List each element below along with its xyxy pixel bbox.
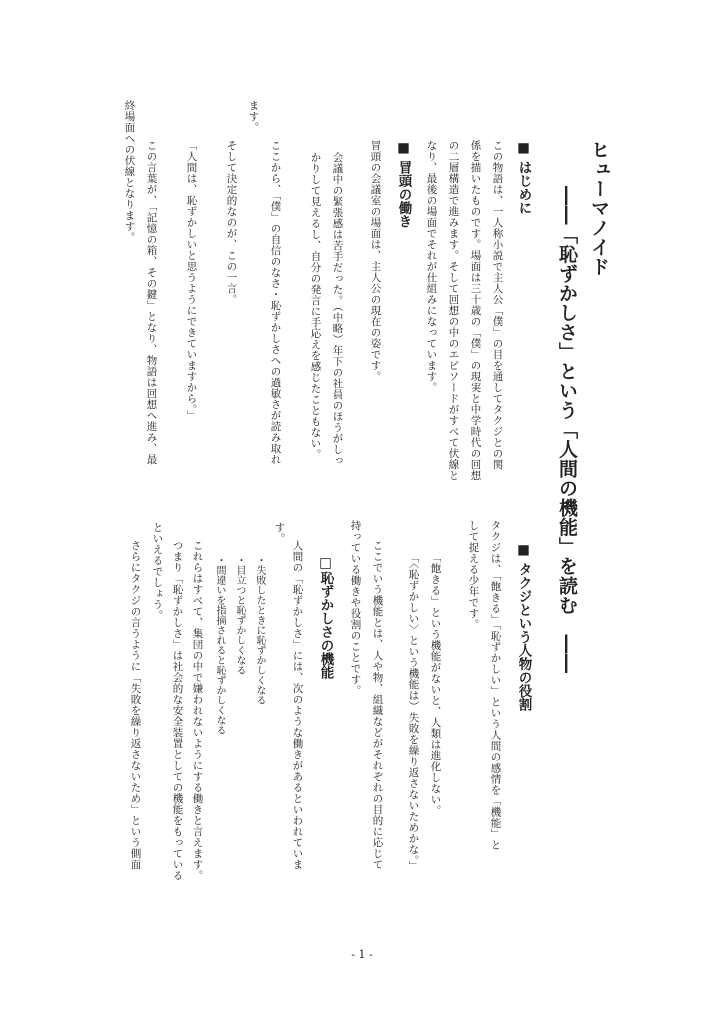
- section-heading-shame-function: □恥ずかしさの機能: [317, 555, 334, 679]
- paragraph-line: といえるでしょう。: [151, 522, 164, 621]
- paragraph-line: 冒頭の会議室の場面は、主人公の現在の姿です。: [369, 140, 382, 382]
- section-heading-intro: ■ はじめに: [515, 140, 532, 215]
- paragraph-line: そして決定的なのが、この一言。: [225, 140, 238, 305]
- paragraph-line: この言葉が、「記憶の箱、その鍵」となり、物語は回想へ進み、最: [145, 140, 158, 465]
- quote-line: 「飽きる」という機能がないと、人類は進化しない。: [429, 552, 442, 816]
- paragraph-line: ここから、「僕」の自信のなさ・恥ずかしさへの過敏さが読み取れ: [269, 140, 282, 465]
- paragraph-line: ます。: [247, 100, 260, 133]
- paragraph-line: この物語は、一人称小説で主人公「僕」の目を通してタクジとの関: [491, 140, 504, 470]
- paragraph-line: 終場面への伏線となります。: [123, 100, 136, 243]
- quote-line: 「〈恥ずかしい〉という機能は）失敗を繰り返さないためかな。」: [407, 552, 420, 872]
- paragraph-line: これらはすべて、集団の中で嫌われないようにする働きと言えます。: [191, 540, 204, 881]
- document-subtitle: ――「恥ずかしさ」という「人間の機能」を読む ――: [556, 186, 578, 674]
- bullet-item: ・間違いを指摘されると恥ずかしくなる: [214, 555, 225, 735]
- paragraph-line: タクジは、「飽きる」「恥ずかしい」という人間の感情を「機能」と: [489, 520, 502, 851]
- quote-line: かりして見えるし、自分の発言に手応えを感じたこともない。: [309, 152, 322, 460]
- section-heading-takuji-role: ■ タクジという人物の役割: [515, 542, 532, 712]
- paragraph-line: つまり「恥ずかしさ」は社会的な安全装置としての機能をもっている: [171, 540, 184, 881]
- section-heading-opening: ■ 冒頭の働き: [395, 140, 412, 229]
- paragraph-line: さらにタクジの言うように「失敗を繰り返さないため」という側面: [129, 540, 142, 870]
- quote-line: 「人間は、恥ずかしいと思うようにできていますから。」: [185, 140, 198, 421]
- bullet-item: ・目立つと恥ずかしくなる: [234, 555, 245, 675]
- paragraph-line: して捉える少年です。: [467, 520, 480, 630]
- document-title: ヒューマノイド: [588, 140, 610, 277]
- bullet-item: ・失敗したときに恥ずかしくなる: [254, 555, 265, 705]
- paragraph-line: 人間の「恥ずかしさ」には、次のような働きがあるといわれていま: [291, 540, 304, 870]
- paragraph-line: 係を描いたものです。場面は三十歳の「僕」の現実と中学時代の回想: [469, 140, 482, 481]
- paragraph-line: ここでいう機能とは、人や物、組織などがそれぞれの目的に応じて: [371, 540, 384, 870]
- quote-line: 会議中の緊張感は苦手だった。（中略）年下の社員のほうがしっ: [331, 152, 344, 466]
- paragraph-line: 持っている働きや役割のことです。: [349, 520, 362, 696]
- paragraph-line: す。: [273, 522, 286, 544]
- paragraph-line: の二層構造で進みます。そして回想の中のエピソードがすべて伏線と: [447, 140, 460, 481]
- paragraph-line: なり、最後の場面でそれが仕組みになっています。: [425, 140, 438, 393]
- page-number: - 1 -: [351, 948, 373, 961]
